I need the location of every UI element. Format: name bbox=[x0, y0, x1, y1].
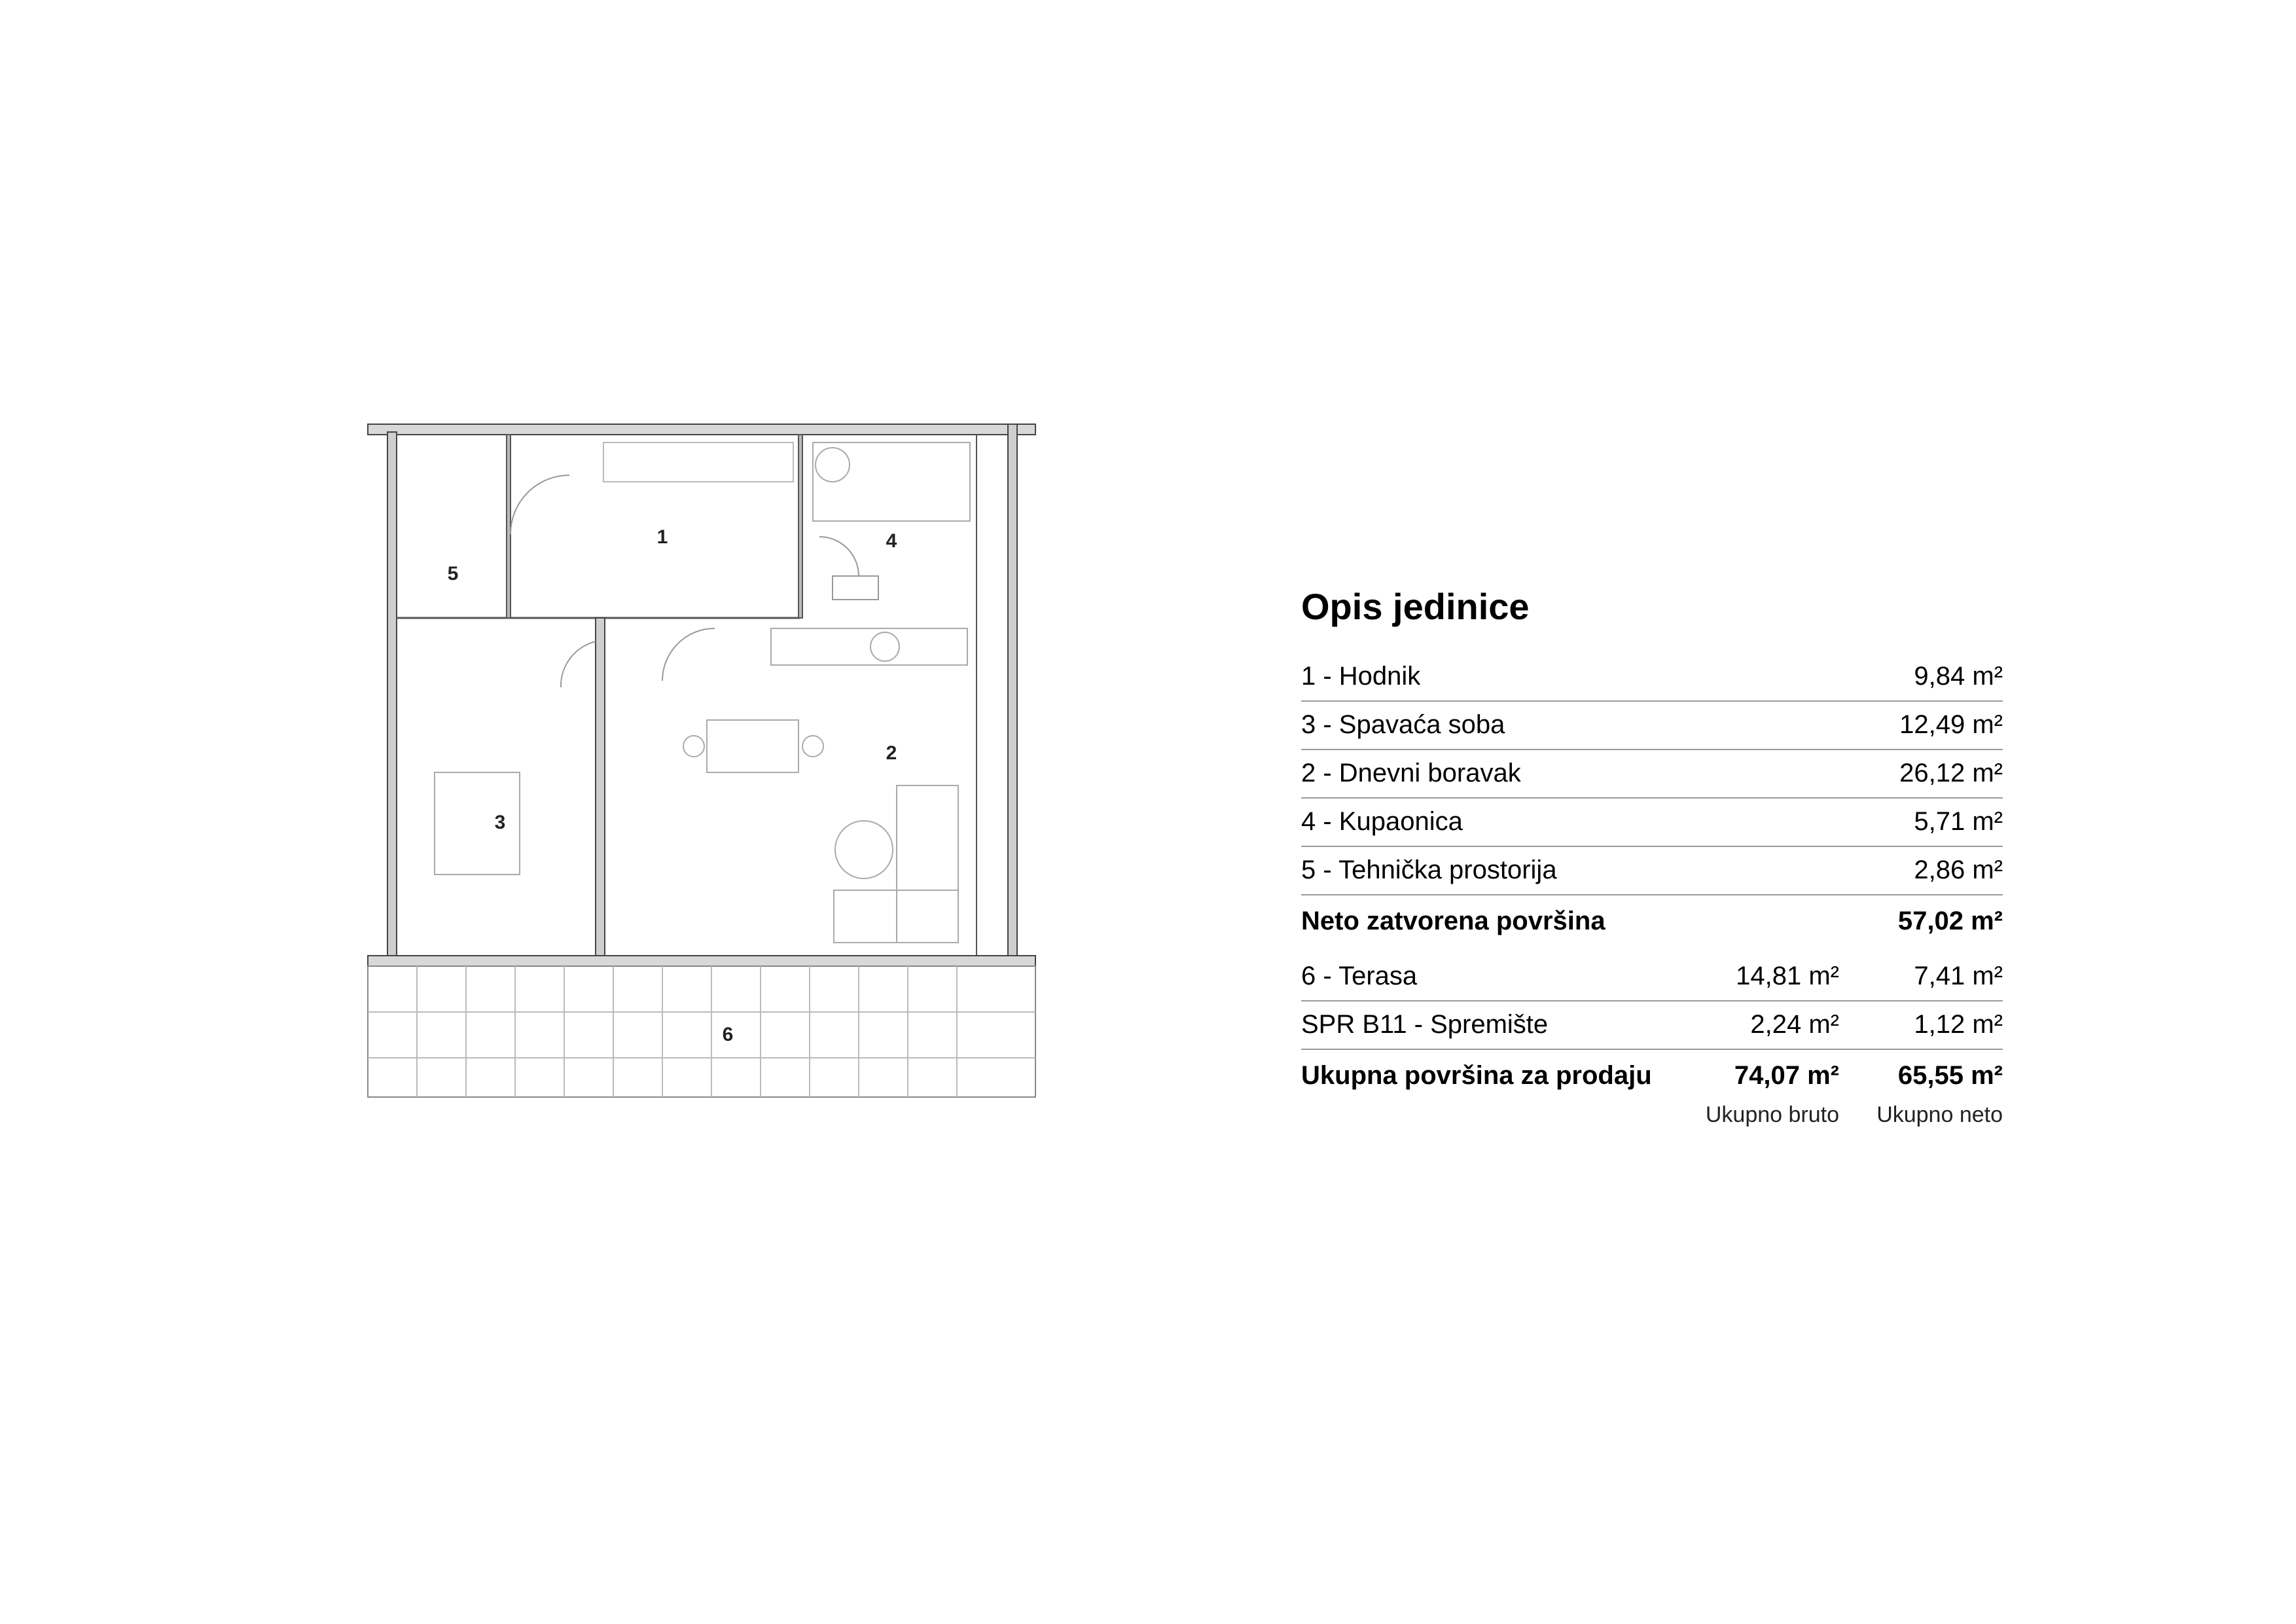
caption-neto: Ukupno neto bbox=[1876, 1102, 2003, 1127]
room-row bbox=[1301, 702, 2003, 750]
total-neto: 65,55 m² bbox=[1897, 1061, 2003, 1091]
extra-neto: 1,12 m² bbox=[1914, 1010, 2003, 1039]
room-label-6: 6 bbox=[722, 1024, 734, 1045]
extra-bruto: 2,24 m² bbox=[1750, 1010, 1839, 1039]
extra-neto: 7,41 m² bbox=[1914, 962, 2003, 991]
room-label-5: 5 bbox=[447, 563, 459, 585]
extra-name: 6 - Terasa bbox=[1301, 962, 1418, 991]
total-captions bbox=[1301, 1102, 2003, 1128]
room-label-2: 2 bbox=[886, 742, 897, 764]
extra-bruto: 14,81 m² bbox=[1736, 962, 1839, 991]
room-name: 2 - Dnevni boravak bbox=[1301, 759, 1521, 788]
extra-row bbox=[1301, 1001, 2003, 1050]
caption-bruto: Ukupno bruto bbox=[1705, 1102, 1839, 1127]
room-area: 12,49 m² bbox=[1899, 710, 2003, 740]
total-label: Ukupna površina za prodaju bbox=[1301, 1061, 1652, 1091]
extra-name: SPR B11 - Spremište bbox=[1301, 1010, 1549, 1039]
net-closed-value: 57,02 m² bbox=[1897, 907, 2003, 936]
room-area: 26,12 m² bbox=[1899, 759, 2003, 788]
room-name: 1 - Hodnik bbox=[1301, 662, 1421, 691]
room-row bbox=[1301, 653, 2003, 702]
total-row bbox=[1301, 1050, 2003, 1102]
room-area: 5,71 m² bbox=[1914, 807, 2003, 837]
room-name: 3 - Spavaća soba bbox=[1301, 710, 1505, 740]
room-name: 5 - Tehnička prostorija bbox=[1301, 856, 1557, 885]
room-area: 9,84 m² bbox=[1914, 662, 2003, 691]
room-name: 4 - Kupaonica bbox=[1301, 807, 1463, 837]
floor-plan bbox=[361, 380, 1055, 1113]
total-bruto: 74,07 m² bbox=[1734, 1061, 1839, 1091]
room-label-4: 4 bbox=[886, 530, 897, 552]
room-row bbox=[1301, 750, 2003, 799]
section-title: Opis jedinice bbox=[1301, 586, 1530, 627]
net-closed-row bbox=[1301, 895, 2003, 948]
net-closed-label: Neto zatvorena površina bbox=[1301, 907, 1605, 936]
extra-row bbox=[1301, 953, 2003, 1001]
room-label-3: 3 bbox=[494, 812, 506, 833]
room-row bbox=[1301, 847, 2003, 895]
room-row bbox=[1301, 799, 2003, 847]
unit-description bbox=[1301, 586, 2003, 1128]
room-label-1: 1 bbox=[656, 526, 668, 548]
room-area: 2,86 m² bbox=[1914, 856, 2003, 885]
